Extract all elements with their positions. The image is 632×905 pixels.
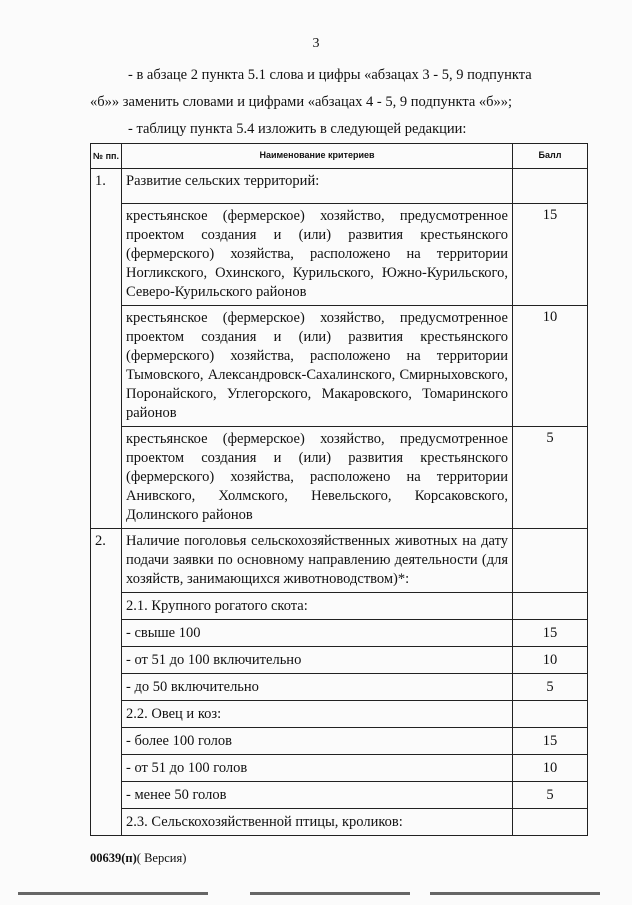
table-row <box>91 782 588 809</box>
criteria-text: - до 50 включительно <box>122 674 513 701</box>
scan-edge-line-right <box>430 892 600 895</box>
document-version: ( Версия) <box>136 851 187 865</box>
criteria-text: 2.1. Крупного рогатого скота: <box>122 593 513 620</box>
score-cell <box>513 169 588 204</box>
table-row <box>91 593 588 620</box>
score-cell <box>513 593 588 620</box>
score-cell <box>513 701 588 728</box>
scan-edge-line-left <box>18 892 208 895</box>
row-number: 2. <box>91 529 122 836</box>
table-row <box>91 306 588 427</box>
table-row <box>91 809 588 836</box>
scan-edge-line-middle <box>250 892 410 895</box>
score-cell: 10 <box>513 755 588 782</box>
table-row <box>91 529 588 593</box>
intro-paragraph-2: - таблицу пункта 5.4 изложить в следующей редакции: <box>128 121 467 137</box>
row-number: 1. <box>91 169 122 529</box>
score-cell: 5 <box>513 674 588 701</box>
table-row <box>91 204 588 306</box>
score-cell: 15 <box>513 620 588 647</box>
criteria-text: - менее 50 голов <box>122 782 513 809</box>
criteria-text: Наличие поголовья сельскохозяйственных животных на дату подачи заявки по основному направлению деятельности (для хозяйств, занимающихся животноводством)*: <box>122 529 513 593</box>
table-row <box>91 169 588 204</box>
header-criteria: Наименование критериев <box>122 144 513 169</box>
score-cell: 10 <box>513 306 588 427</box>
header-score: Балл <box>513 144 588 169</box>
page-number: 3 <box>312 36 320 51</box>
table-row <box>91 701 588 728</box>
intro-paragraph-1: - в абзаце 2 пункта 5.1 слова и цифры «абзацах 3 - 5, 9 подпункта «б»» заменить словами и цифрами «абзацах 4 - 5, 9 подпункта «б»»; <box>90 67 532 110</box>
criteria-text: 2.2. Овец и коз: <box>122 701 513 728</box>
table-row <box>91 755 588 782</box>
criteria-text: - свыше 100 <box>122 620 513 647</box>
table-row <box>91 620 588 647</box>
score-cell: 5 <box>513 427 588 529</box>
table-row <box>91 647 588 674</box>
score-cell <box>513 809 588 836</box>
criteria-text: крестьянское (фермерское) хозяйство, предусмотренное проектом создания и (или) развития крестьянского (фермерского) хозяйства, расположено на территории Тымовского, Александровск-Сахалинского, Смирныховского, Поронайского, Углегорского, Макаровского, Томаринского районов <box>122 306 513 427</box>
table-row <box>91 674 588 701</box>
score-cell <box>513 529 588 593</box>
table-row <box>91 728 588 755</box>
document-footer <box>90 851 186 866</box>
criteria-text: - от 51 до 100 включительно <box>122 647 513 674</box>
table-header-row <box>91 144 588 169</box>
criteria-table <box>90 143 588 836</box>
header-num: № пп. <box>91 144 122 169</box>
score-cell: 15 <box>513 204 588 306</box>
criteria-text: 2.3. Сельскохозяйственной птицы, кроликов: <box>122 809 513 836</box>
score-cell: 5 <box>513 782 588 809</box>
document-code: 00639(п) <box>90 851 137 865</box>
table-row <box>91 427 588 529</box>
score-cell: 15 <box>513 728 588 755</box>
criteria-text: крестьянское (фермерское) хозяйство, предусмотренное проектом создания и (или) развития крестьянского (фермерского) хозяйства, расположено на территории Ногликского, Охинского, Курильского, Южно-Курильского, Северо-Курильского районов <box>122 204 513 306</box>
criteria-text: крестьянское (фермерское) хозяйство, предусмотренное проектом создания и (или) развития крестьянского (фермерского) хозяйства, расположено на территории Анивского, Холмского, Невельского, Корсаковского, Долинского районов <box>122 427 513 529</box>
criteria-text: Развитие сельских территорий: <box>122 169 513 204</box>
criteria-text: - от 51 до 100 голов <box>122 755 513 782</box>
score-cell: 10 <box>513 647 588 674</box>
criteria-text: - более 100 голов <box>122 728 513 755</box>
